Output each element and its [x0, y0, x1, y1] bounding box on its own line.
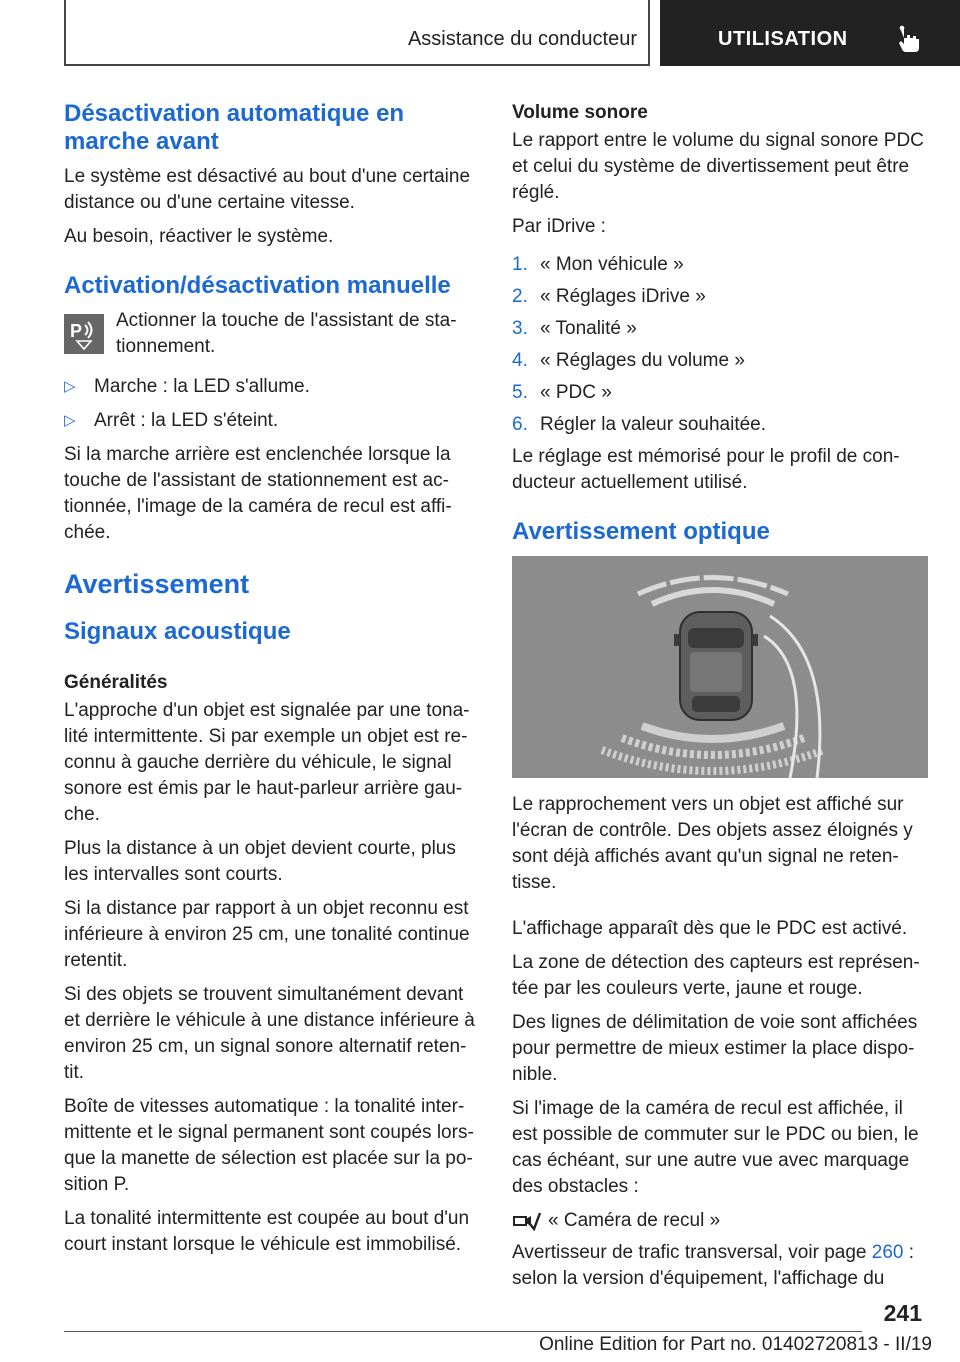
- paragraph: Le réglage est mémorisé pour le profil de con-ducteur actuellement utilisé.: [512, 446, 900, 493]
- paragraph: L'affichage apparaît dès que le PDC est activé.: [512, 918, 908, 939]
- paragraph: Si l'image de la caméra de recul est affichée, il est possible de commuter sur le PDC ou bien, le cas échéant, sur une autre vue avec marquage des obstacles :: [512, 1098, 919, 1197]
- pointing-hand-icon: [894, 24, 924, 54]
- heading-warning: Avertissement: [64, 569, 250, 599]
- paragraph: Si des objets se trouvent simultanément devant et derrière le véhicule à une distance inférieure à environ 25 cm, un signal sonore alternatif reten-tit.: [64, 984, 475, 1083]
- pdc-instruction: [64, 308, 476, 360]
- paragraph: Des lignes de délimitation de voie sont affichées pour permettre de mieux estimer la place dispo-nible.: [512, 1012, 918, 1085]
- car-top-view-image: [512, 556, 928, 778]
- header-rule-right: [648, 0, 650, 66]
- paragraph: Par iDrive :: [512, 216, 606, 237]
- paragraph: Le rapport entre le volume du signal sonore PDC et celui du système de divertissement peut être réglé.: [512, 130, 924, 203]
- svg-text:P: P: [70, 321, 83, 341]
- left-column: [64, 100, 476, 1266]
- list-item: 1. « Mon véhicule »: [512, 254, 684, 275]
- header-chapter-tab[interactable]: [660, 0, 960, 66]
- list-item: 5. « PDC »: [512, 382, 612, 403]
- paragraph: Plus la distance à un objet devient courte, plus les intervalles sont courts.: [64, 838, 456, 885]
- heading-volume: Volume sonore: [512, 102, 648, 123]
- list-item: 2. « Réglages iDrive »: [512, 286, 706, 307]
- paragraph: Le système est désactivé au bout d'une certaine distance ou d'une certaine vitesse.: [64, 166, 471, 213]
- camera-view-option: [512, 1208, 928, 1234]
- paragraph: Si la marche arrière est enclenchée lorsque la touche de l'assistant de stationnement est ac-tionnée, l'image de la caméra de recul est affi-chée.: [64, 444, 452, 543]
- header-section-title: Assistance du conducteur: [407, 28, 637, 50]
- heading-auto-deactivation: Désactivation automatique en marche avant: [64, 100, 405, 155]
- idrive-steps: [512, 252, 928, 438]
- state-list: [64, 374, 476, 434]
- triangle-bullet-icon: ▷: [64, 412, 76, 429]
- footer-rule: [64, 1331, 862, 1332]
- paragraph: Si la distance par rapport à un objet reconnu est inférieure à environ 25 cm, une tonalité continue retentit.: [64, 898, 470, 971]
- header-rule-bottom: [64, 64, 650, 66]
- paragraph: Boîte de vitesses automatique : la tonalité inter-mittente et le signal permanent sont coupés lors-que la manette de sélection est placée sur la po-sition P.: [64, 1096, 474, 1195]
- paragraph: La tonalité intermittente est coupée au bout d'un court instant lorsque le véhicule est immobilisé.: [64, 1208, 470, 1255]
- list-item: ▷ Arrêt : la LED s'éteint.: [64, 408, 476, 434]
- paragraph: L'approche d'un objet est signalée par une tona-lité intermittente. Si par exemple un objet est re-connu à gauche derrière du véhicule, le signal sonore est émis par le haut-parleur arrière gau-che.: [64, 700, 470, 825]
- edition-note: Online Edition for Part no. 01402720813 - II/19: [539, 1334, 932, 1355]
- paragraph: Le rapprochement vers un objet est affiché sur l'écran de contrôle. Des objets assez éloignés y sont déjà affichés avant qu'un signal ne reten-tisse.: [512, 794, 913, 893]
- header-chapter-label: UTILISATION: [718, 28, 848, 50]
- heading-optical-warning: Avertissement optique: [512, 518, 770, 545]
- triangle-bullet-icon: ▷: [64, 378, 76, 395]
- heading-acoustic-signals: Signaux acoustique: [64, 618, 291, 645]
- pdc-display-illustration: [512, 556, 928, 778]
- list-item: 6. Régler la valeur souhaitée.: [512, 414, 767, 435]
- rear-camera-icon: [512, 1210, 542, 1232]
- page-number: 241: [883, 1300, 922, 1326]
- right-column: [512, 100, 928, 1300]
- list-item: 3. « Tonalité »: [512, 318, 637, 339]
- heading-manual-activation: Activation/désactivation manuelle: [64, 272, 451, 299]
- header-rule-left: [64, 0, 66, 66]
- list-item: 4. « Réglages du volume »: [512, 350, 745, 371]
- paragraph: Au besoin, réactiver le système.: [64, 226, 334, 247]
- list-item: ▷ Marche : la LED s'allume.: [64, 374, 476, 400]
- paragraph: La zone de détection des capteurs est représen-tée par les couleurs verte, jaune et rouge.: [512, 952, 920, 999]
- heading-general: Généralités: [64, 672, 168, 693]
- cross-traffic-paragraph: Avertisseur de trafic transversal, voir page 260 : selon la version d'équipement, l'affichage du: [512, 1242, 915, 1289]
- pdc-instruction-text: Actionner la touche de l'assistant de sta-tionnement.: [116, 310, 457, 357]
- park-assist-button-icon: [64, 314, 104, 354]
- camera-view-label: « Caméra de recul »: [548, 1210, 721, 1231]
- page-link[interactable]: 260: [871, 1242, 904, 1263]
